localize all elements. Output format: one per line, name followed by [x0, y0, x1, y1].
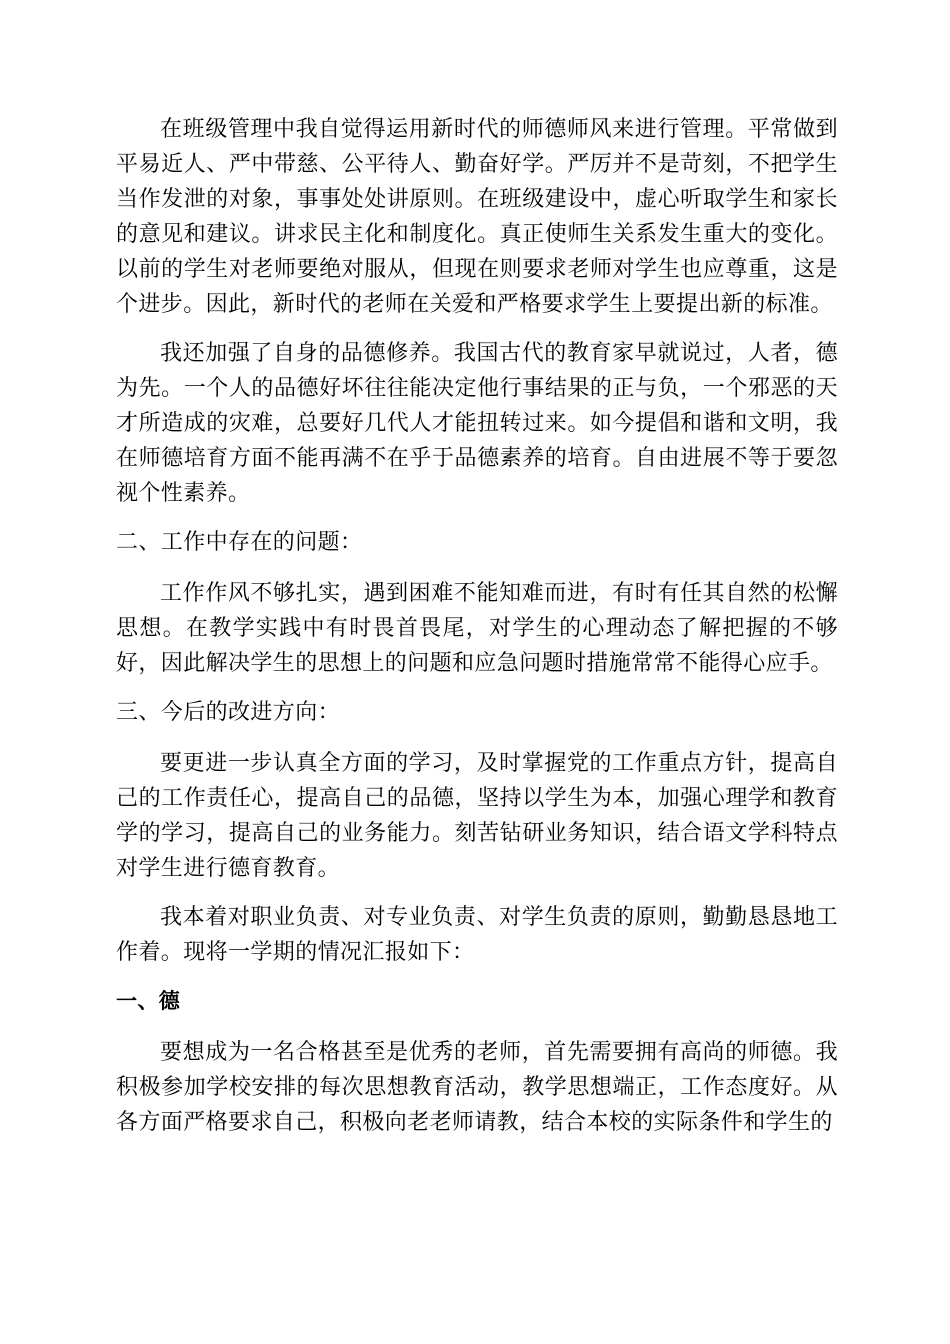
- paragraph-morality: 要想成为一名合格甚至是优秀的老师，首先需要拥有高尚的师德。我积极参加学校安排的每次思想教育活动，教学思想端正，工作态度好。从各方面严格要求自己，积极向老老师请教，结合本校的实际条件和学生的: [116, 1040, 838, 1135]
- heading-existing-problems: 二、工作中存在的问题：: [116, 530, 363, 555]
- section-title-morality: 一、德: [116, 989, 181, 1013]
- document-body: [116, 112, 838, 1154]
- heading-improvement-direction: 三、今后的改进方向：: [116, 700, 341, 725]
- paragraph-improvement: 要更进一步认真全方面的学习，及时掌握党的工作重点方针，提高自己的工作责任心，提高自己的品德，坚持以学生为本，加强心理学和教育学的学习，提高自己的业务能力。刻苦钻研业务知识，结合语文学科特点对学生进行德育教育。: [116, 751, 838, 881]
- paragraph-moral-cultivation: 我还加强了自身的品德修养。我国古代的教育家早就说过，人者，德为先。一个人的品德好坏往往能决定他行事结果的正与负，一个邪恶的天才所造成的灾难，总要好几代人才能扭转过来。如今提倡和谐和文明，我在师德培育方面不能再满不在乎于品德素养的培育。自由进展不等于要忽视个性素养。: [116, 341, 838, 506]
- paragraph-problems: 工作作风不够扎实，遇到困难不能知难而进，有时有任其自然的松懈思想。在教学实践中有时畏首畏尾，对学生的心理动态了解把握的不够好，因此解决学生的思想上的问题和应急问题时措施常常不能得心应手。: [116, 581, 838, 676]
- paragraph-class-management: 在班级管理中我自觉得运用新时代的师德师风来进行管理。平常做到平易近人、严中带慈、公平待人、勤奋好学。严厉并不是苛刻，不把学生当作发泄的对象，事事处处讲原则。在班级建设中，虚心听取学生和家长的意见和建议。讲求民主化和制度化。真正使师生关系发生重大的变化。以前的学生对老师要绝对服从，但现在则要求老师对学生也应尊重，这是个进步。因此，新时代的老师在关爱和严格要求学生上要提出新的标准。: [116, 117, 838, 317]
- paragraph-report-intro: 我本着对职业负责、对专业负责、对学生负责的原则，勤勤恳恳地工作着。现将一学期的情况汇报如下：: [116, 905, 838, 965]
